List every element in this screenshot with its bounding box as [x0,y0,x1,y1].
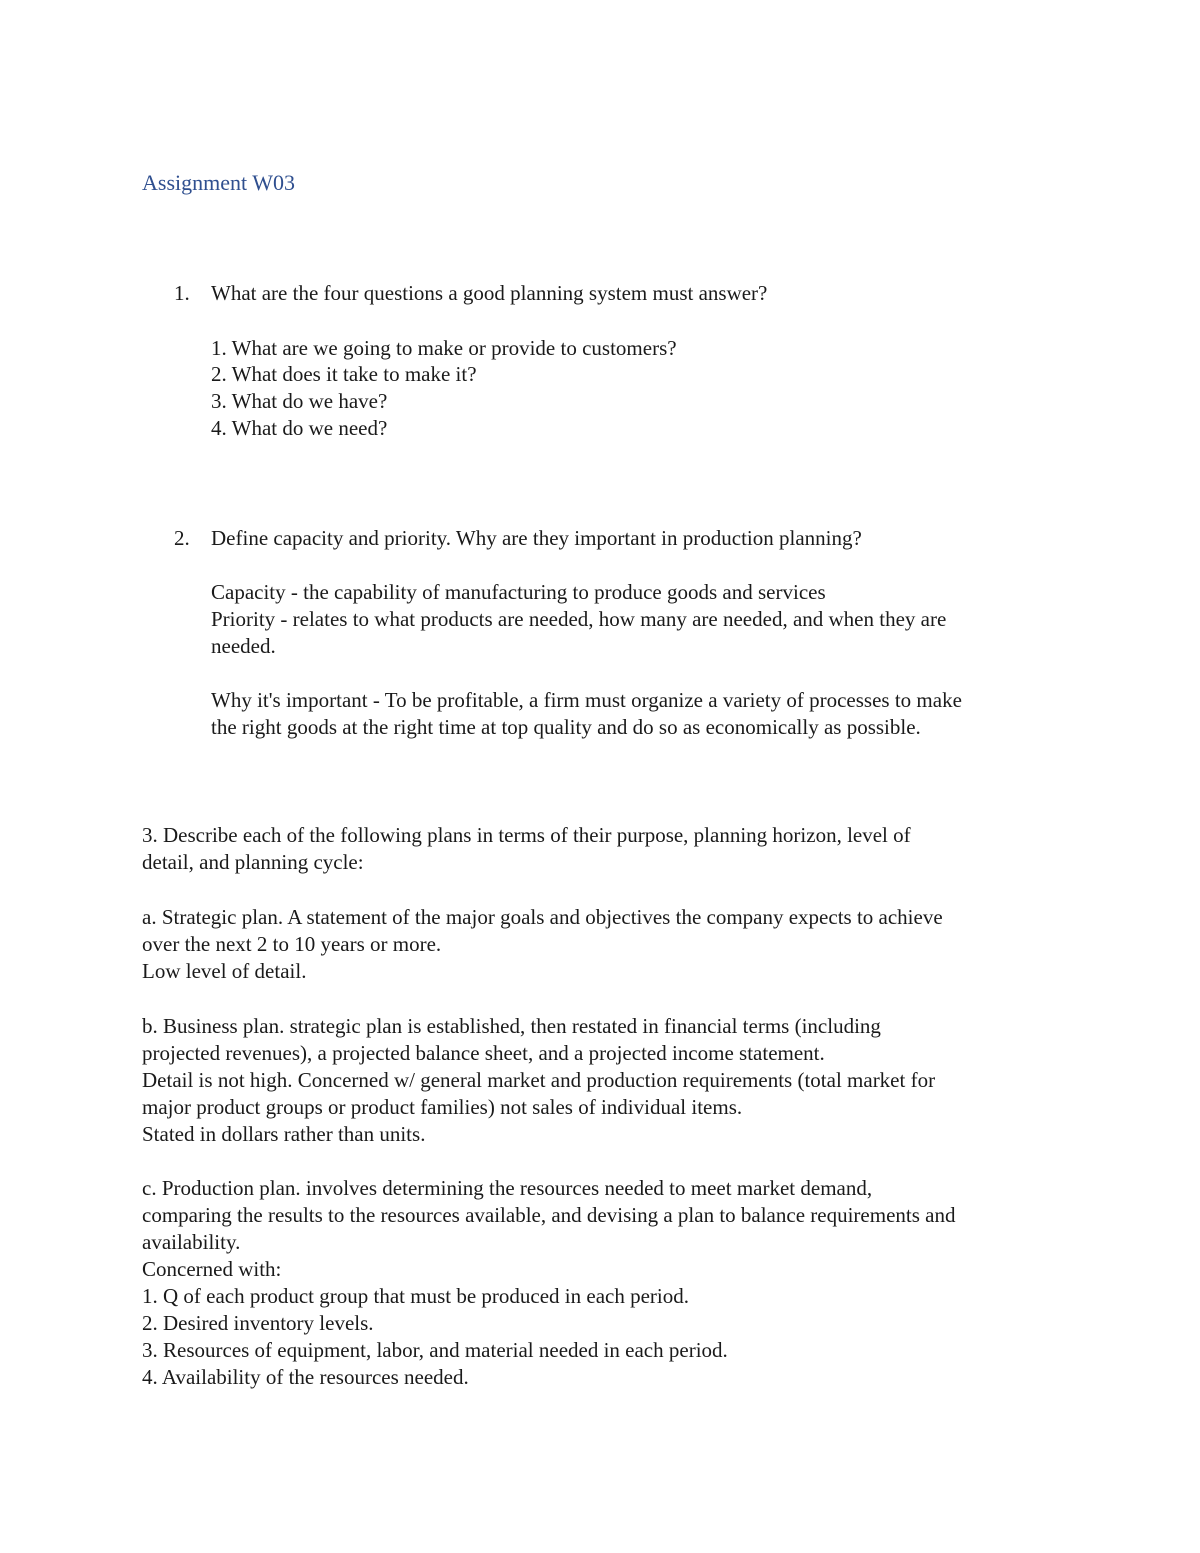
q2-priority-definition-line-1: Priority - relates to what products are needed, how many are needed, and when they are [211,607,947,631]
q3-production-plan-line-5: 1. Q of each product group that must be produced in each period. [142,1284,689,1308]
q1-answer-1: 1. What are we going to make or provide to customers? [211,336,677,360]
q2-importance-line-2: the right goods at the right time at top quality and do so as economically as possible. [211,715,921,739]
q1-answer-3: 3. What do we have? [211,389,388,413]
page-title: Assignment W03 [142,170,295,195]
question-3-text-line-2: detail, and planning cycle: [142,850,364,874]
q3-production-plan-line-8: 4. Availability of the resources needed. [142,1365,469,1389]
question-2-text: Define capacity and priority. Why are they important in production planning? [211,526,862,550]
q3-production-plan-line-3: availability. [142,1230,241,1254]
q3-production-plan-line-7: 3. Resources of equipment, labor, and material needed in each period. [142,1338,728,1362]
question-1-number: 1. [174,281,190,305]
q2-importance-line-1: Why it's important - To be profitable, a firm must organize a variety of processes to make [211,688,962,712]
q3-business-plan-line-1: b. Business plan. strategic plan is established, then restated in financial terms (including [142,1014,881,1038]
question-2-number: 2. [174,526,190,550]
q2-priority-definition-line-2: needed. [211,634,276,658]
q3-business-plan-line-4: major product groups or product families) not sales of individual items. [142,1095,743,1119]
q3-production-plan-line-1: c. Production plan. involves determining the resources needed to meet market demand, [142,1176,873,1200]
q2-capacity-definition: Capacity - the capability of manufacturing to produce goods and services [211,580,826,604]
q3-strategic-plan-line-2: over the next 2 to 10 years or more. [142,932,442,956]
q3-production-plan-line-6: 2. Desired inventory levels. [142,1311,374,1335]
q3-business-plan-line-3: Detail is not high. Concerned w/ general market and production requirements (total market for [142,1068,936,1092]
q3-business-plan-line-2: projected revenues), a projected balance sheet, and a projected income statement. [142,1041,825,1065]
q3-strategic-plan-line-1: a. Strategic plan. A statement of the major goals and objectives the company expects to achieve [142,905,943,929]
question-3-text-line-1: 3. Describe each of the following plans in terms of their purpose, planning horizon, level of [142,823,911,847]
q1-answer-2: 2. What does it take to make it? [211,362,477,386]
q3-business-plan-line-5: Stated in dollars rather than units. [142,1122,426,1146]
question-1-text: What are the four questions a good planning system must answer? [211,281,768,305]
q3-production-plan-line-2: comparing the results to the resources available, and devising a plan to balance requirements and [142,1203,956,1227]
q3-production-plan-line-4: Concerned with: [142,1257,282,1281]
q3-strategic-plan-line-3: Low level of detail. [142,959,307,983]
q1-answer-4: 4. What do we need? [211,416,388,440]
